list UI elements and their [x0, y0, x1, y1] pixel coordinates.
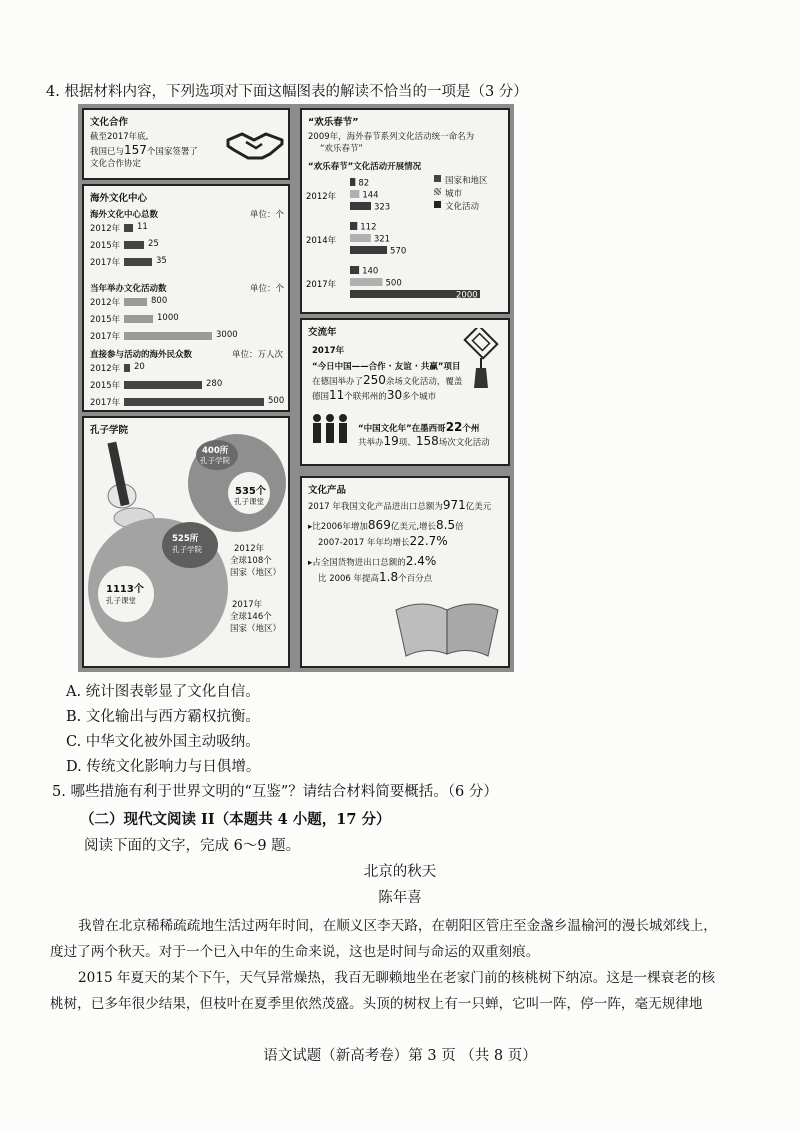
spring-bar-value: 112	[360, 222, 377, 233]
unit-label: 单位：个	[250, 210, 285, 220]
spring-bar-value: 321	[373, 234, 391, 245]
spring-bar	[350, 178, 355, 186]
panel-culture-cooperation	[82, 108, 290, 180]
unit-label: 单位：个	[250, 284, 285, 294]
panel-title: 文化合作	[90, 117, 129, 128]
group-year: 2014年	[306, 236, 337, 246]
classrooms-2017-sub: 孔子课堂	[106, 596, 136, 605]
row-year: 2017年	[90, 332, 121, 342]
bar-value: 35	[156, 256, 167, 266]
article-author: 陈年喜	[378, 890, 422, 906]
bar-value: 800	[151, 296, 168, 306]
reading-instruction: 阅读下面的文字，完成 6～9 题。	[84, 838, 301, 854]
bar	[124, 224, 133, 232]
bar-value: 3000	[216, 330, 238, 340]
chinese-knot-icon	[458, 328, 504, 390]
row-year: 2012年	[90, 364, 121, 374]
legend-swatch	[434, 188, 441, 195]
institutes-2012: 400所	[202, 446, 229, 456]
spring-line-1: 2009年，海外春节系列文化活动统一命名为	[308, 132, 475, 142]
option-a: A. 统计图表彰显了文化自信。	[66, 684, 260, 700]
bar-value: 280	[206, 379, 223, 389]
bar	[124, 332, 212, 340]
exchange-item1-line1: “今日中国——合作 · 友谊 · 共赢”项目	[312, 362, 461, 372]
spring-line-2: “欢乐春节”	[320, 144, 363, 154]
article-p1-line2: 度过了两个秋天。对于一个已入中年的生命来说，这也是时间与命运的双重刻痕。	[50, 944, 540, 960]
bar-value: 11	[137, 222, 148, 232]
legend-swatch	[434, 175, 441, 182]
center-total-label: 海外文化中心总数	[90, 210, 159, 220]
note-2017-year: 2017年	[232, 600, 263, 610]
coop-line-2: 我国已与157个国家签署了	[90, 143, 198, 157]
exchange-year-2017: 2017年	[312, 346, 345, 356]
note-2012-count: 全球108个	[230, 556, 272, 566]
option-d: D. 传统文化影响力与日俱增。	[66, 759, 261, 775]
handshake-icon	[226, 128, 284, 162]
products-bullet-1-line1: ▸比2006年增加869亿美元,增长8.5倍	[308, 518, 464, 532]
people-icon	[310, 412, 350, 448]
legend-label: 国家和地区	[445, 176, 488, 186]
legend-label: 文化活动	[445, 202, 480, 212]
row-year: 2012年	[90, 224, 121, 234]
bar	[124, 364, 130, 372]
spring-bar-value: 140	[362, 266, 379, 277]
note-2012-region: 国家（地区）	[230, 568, 282, 578]
spring-bar-value: 2000	[456, 290, 478, 301]
spring-bar	[350, 246, 387, 254]
institutes-2017: 525所	[172, 534, 199, 544]
panel-spring-festival	[300, 108, 510, 314]
bar	[124, 381, 202, 389]
row-year: 2015年	[90, 315, 121, 325]
question-4: 4. 根据材料内容，下列选项对下面这幅图表的解读不恰当的一项是（3 分）	[46, 84, 528, 100]
products-line-1: 2017 年我国文化产品进出口总额为971亿美元	[308, 498, 492, 512]
spring-bar-value: 82	[358, 178, 370, 189]
section-heading: （二）现代文阅读 II（本题共 4 小题，17 分）	[80, 811, 391, 828]
bar	[124, 241, 144, 249]
row-year: 2017年	[90, 258, 121, 268]
spring-bar-value: 500	[385, 278, 402, 289]
note-2017-count: 全球146个	[230, 612, 272, 622]
infographic	[78, 104, 514, 672]
institutes-2012-sub: 孔子学院	[200, 456, 230, 465]
article-title: 北京的秋天	[363, 864, 437, 880]
coop-line-3: 文化合作协定	[90, 159, 142, 169]
legend-label: 城市	[445, 189, 463, 199]
spring-bar-value: 570	[390, 246, 407, 257]
legend-swatch	[434, 201, 441, 208]
note-2012-year: 2012年	[234, 544, 265, 554]
group-year: 2017年	[306, 280, 337, 290]
exchange-item2-line1: “中国文化年”在墨西哥22个州	[358, 420, 480, 434]
center-events-label: 当年举办文化活动数	[90, 284, 167, 294]
row-year: 2017年	[90, 398, 121, 408]
article-p2-line2: 桃树，已多年很少结果，但枝叶在夏季里依然茂盛。头顶的树杈上有一只蝉，它叫一阵，停一阵，毫无规律地	[50, 996, 703, 1012]
classrooms-2012-sub: 孔子课堂	[234, 497, 264, 506]
spring-bar	[350, 190, 359, 198]
products-bullet-1-line2: 2007-2017 年年均增长22.7%	[318, 534, 448, 548]
open-book-icon	[392, 590, 502, 662]
spring-bar	[350, 278, 383, 286]
exchange-item1-line3: 德国11个联邦州的30多个城市	[312, 388, 437, 402]
unit-label: 单位：万人次	[232, 350, 284, 360]
exchange-item2-line2: 共举办19项、158场次文化活动	[358, 434, 490, 448]
spring-bar	[350, 222, 357, 230]
spring-bar-value: 323	[373, 202, 391, 213]
note-2017-region: 国家（地区）	[230, 624, 282, 634]
bar-value: 25	[148, 239, 159, 249]
spring-subtitle: “欢乐春节”文化活动开展情况	[308, 162, 422, 172]
bar	[124, 258, 152, 266]
panel-exchange-year	[300, 318, 510, 466]
panel-title: 孔子学院	[90, 425, 129, 436]
panel-confucius-institute	[82, 416, 290, 668]
spring-bar	[350, 234, 371, 242]
classrooms-2017: 1113个	[106, 584, 144, 595]
panel-title: 文化产品	[308, 485, 347, 496]
option-b: B. 文化输出与西方霸权抗衡。	[66, 709, 260, 725]
panel-overseas-center	[82, 184, 290, 412]
panel-culture-products	[300, 476, 510, 668]
article-p2-line1: 2015 年夏天的某个下午，天气异常燥热，我百无聊赖地坐在老家门前的核桃树下纳凉。这是一棵衰老的核	[78, 970, 716, 986]
article-p1-line1: 我曾在北京稀稀疏疏地生活过两年时间，在顺义区李天路，在朝阳区管庄至金盏乡温榆河的漫长城郊线上，	[78, 918, 717, 934]
spring-bar-value: 144	[362, 190, 379, 201]
bar-value: 500	[268, 396, 285, 406]
center-people-label: 直接参与活动的海外民众数	[90, 350, 193, 360]
spring-festival-bar-chart	[302, 172, 508, 310]
exchange-item1-line2: 在德国举办了250余场文化活动，覆盖	[312, 373, 463, 387]
bar	[124, 398, 264, 406]
panel-title: “欢乐春节”	[308, 117, 359, 128]
institutes-2017-sub: 孔子学院	[172, 545, 202, 554]
question-5: 5. 哪些措施有利于世界文明的“互鉴”？请结合材料简要概括。（6 分）	[52, 784, 498, 800]
row-year: 2015年	[90, 241, 121, 251]
row-year: 2015年	[90, 381, 121, 391]
row-year: 2012年	[90, 298, 121, 308]
group-year: 2012年	[306, 192, 337, 202]
classrooms-2012: 535个	[235, 486, 266, 497]
panel-title: 交流年	[308, 327, 337, 338]
bar-value: 20	[134, 362, 145, 372]
bar	[124, 298, 147, 306]
spring-bar	[350, 266, 359, 274]
bar	[124, 315, 153, 323]
panel-title: 海外文化中心	[90, 193, 148, 204]
spring-bar	[350, 202, 371, 210]
option-c: C. 中华文化被外国主动吸纳。	[66, 734, 260, 750]
products-bullet-2-line1: ▸占全国货物进出口总额的2.4%	[308, 554, 437, 568]
coop-line-1: 截至2017年底,	[90, 132, 149, 142]
page-footer: 语文试题（新高考卷）第 3 页 （共 8 页）	[263, 1048, 537, 1064]
bar-value: 1000	[157, 313, 179, 323]
products-bullet-2-line2: 比 2006 年提高1.8个百分点	[318, 570, 433, 584]
